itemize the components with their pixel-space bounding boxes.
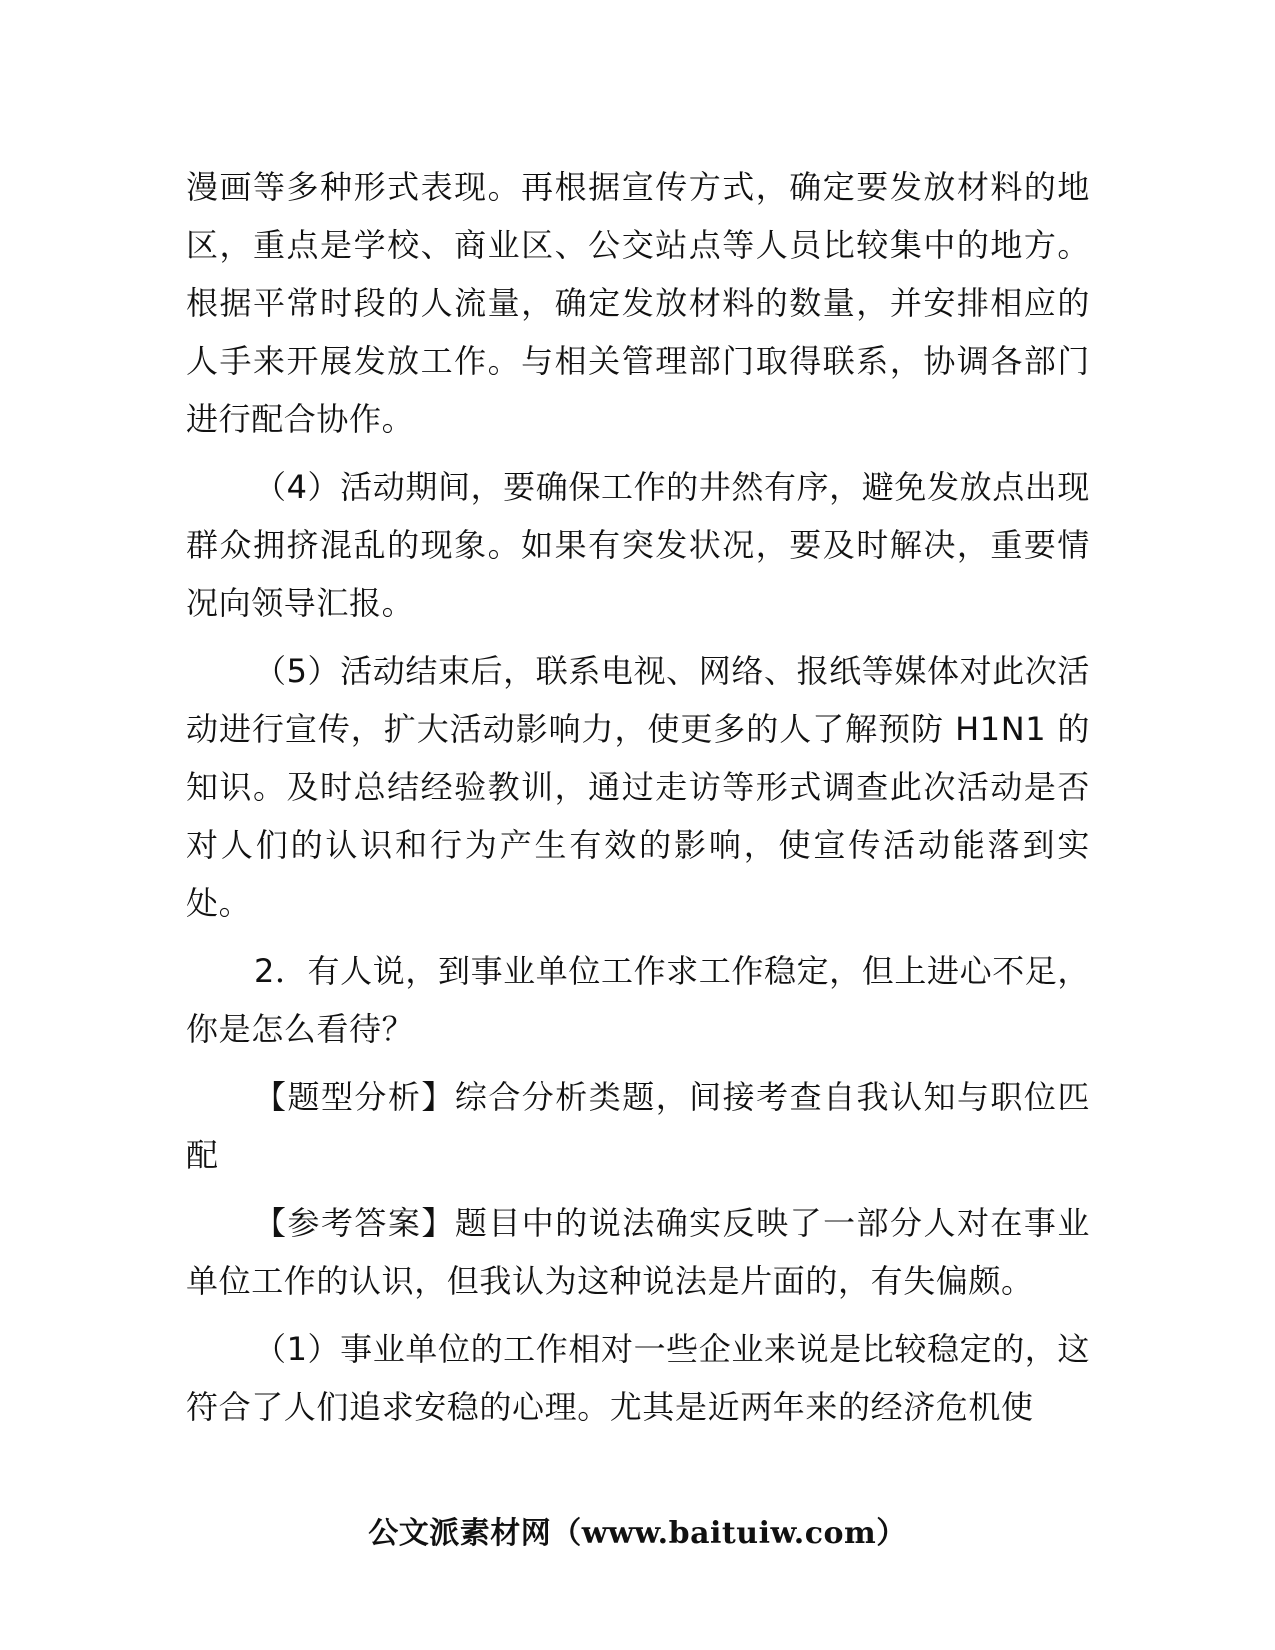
reference-answer: 【参考答案】题目中的说法确实反映了一部分人对在事业单位工作的认识，但我认为这种说法是片面的，有失偏颇。 [186, 1204, 1090, 1300]
paragraph-item-5: （5）活动结束后，联系电视、网络、报纸等媒体对此次活动进行宣传，扩大活动影响力，使更多的人了解预防 H1N1 的知识。及时总结经验教训，通过走访等形式调查此次活动是否对人们的认识和行为产生有效的影响，使宣传活动能落到实处。 [186, 652, 1090, 922]
question-2: 2．有人说，到事业单位工作求工作稳定，但上进心不足，你是怎么看待？ [186, 952, 1090, 1048]
document-body [186, 158, 1090, 1446]
question-type-analysis: 【题型分析】综合分析类题，间接考查自我认知与职位匹配 [186, 1078, 1090, 1174]
paragraph-item-4: （4）活动期间，要确保工作的井然有序，避免发放点出现群众拥挤混乱的现象。如果有突发状况，要及时解决，重要情况向领导汇报。 [186, 468, 1090, 622]
answer-point-1: （1）事业单位的工作相对一些企业来说是比较稳定的，这符合了人们追求安稳的心理。尤其是近两年来的经济危机使 [186, 1330, 1090, 1426]
page-footer: 公文派素材网（www.baituiw.com） [368, 1516, 907, 1551]
paragraph-continuation: 漫画等多种形式表现。再根据宣传方式，确定要发放材料的地区，重点是学校、商业区、公交站点等人员比较集中的地方。根据平常时段的人流量，确定发放材料的数量，并安排相应的人手来开展发放工作。与相关管理部门取得联系，协调各部门进行配合协作。 [186, 168, 1090, 438]
